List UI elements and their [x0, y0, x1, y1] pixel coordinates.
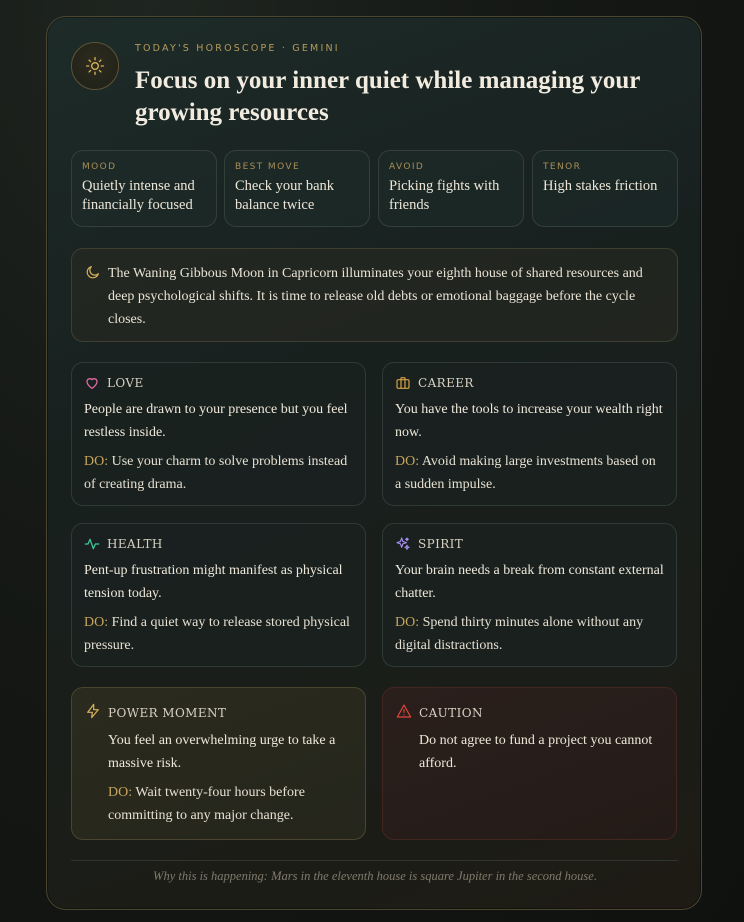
do-line	[84, 450, 353, 496]
summary-label: TENOR	[543, 162, 582, 172]
do-text: Find a quiet way to release stored physical pressure.	[84, 615, 350, 653]
do-text: Use your charm to solve problems instead of creating drama.	[84, 454, 348, 492]
topic-name: SPIRIT	[418, 537, 464, 551]
summary-best-move	[224, 150, 370, 227]
do-line	[395, 450, 664, 496]
do-label: DO:	[84, 454, 109, 469]
summary-tenor	[532, 150, 678, 227]
topic-name: CAREER	[418, 376, 474, 390]
pulse-icon	[84, 536, 100, 552]
topic-text: You have the tools to increase your wealth right now.	[395, 402, 663, 440]
summary-label: BEST MOVE	[235, 162, 301, 172]
bolt-icon	[85, 703, 101, 719]
topic-health	[71, 523, 366, 667]
moon-text: The Waning Gibbous Moon in Capricorn illuminates your eighth house of shared resources and deep psychological shifts. It is time to release old debts or emotional baggage before the cycle closes.	[108, 266, 643, 327]
moon-icon	[85, 264, 101, 280]
summary-value: Check your bank balance twice	[235, 178, 335, 213]
do-label: DO:	[395, 454, 420, 469]
moon-insight	[71, 248, 678, 342]
warning-icon	[396, 703, 412, 719]
do-label: DO:	[84, 615, 109, 630]
do-label: DO:	[395, 615, 420, 630]
summary-mood	[71, 150, 217, 227]
topic-text: Your brain needs a break from constant external chatter.	[395, 563, 664, 601]
power-moment-box	[71, 687, 366, 840]
do-text: Spend thirty minutes alone without any digital distractions.	[395, 615, 644, 653]
heart-icon	[84, 375, 100, 391]
power-text: You feel an overwhelming urge to take a massive risk.	[108, 733, 336, 771]
footer-note: Why this is happening: Mars in the eleventh house is square Jupiter in the second house.	[153, 869, 597, 883]
footer-divider	[71, 860, 678, 861]
summary-avoid	[378, 150, 524, 227]
do-text: Wait twenty-four hours before committing to any major change.	[108, 785, 305, 823]
summary-value: Quietly intense and financially focused	[82, 178, 195, 213]
topic-career	[382, 362, 677, 506]
power-title: POWER MOMENT	[108, 706, 227, 720]
topic-text: People are drawn to your presence but you feel restless inside.	[84, 402, 348, 440]
topic-name: HEALTH	[107, 537, 163, 551]
summary-label: AVOID	[389, 162, 425, 172]
topic-spirit	[382, 523, 677, 667]
summary-label: MOOD	[82, 162, 117, 172]
caution-text: Do not agree to fund a project you cannot afford.	[419, 733, 653, 771]
summary-value: High stakes friction	[543, 178, 658, 194]
do-line	[395, 611, 664, 657]
horoscope-kicker: TODAY'S HOROSCOPE · GEMINI	[135, 43, 340, 54]
sun-badge	[71, 42, 119, 90]
topic-name: LOVE	[107, 376, 144, 390]
topic-text: Pent-up frustration might manifest as physical tension today.	[84, 563, 343, 601]
summary-value: Picking fights with friends	[389, 178, 500, 213]
do-line	[108, 781, 351, 827]
page-title: Focus on your inner quiet while managing your growing resources	[135, 67, 640, 126]
sparkles-icon	[395, 536, 411, 552]
caution-title: CAUTION	[419, 706, 483, 720]
do-label: DO:	[108, 785, 133, 800]
summary-row	[71, 150, 678, 227]
topic-love	[71, 362, 366, 506]
caution-box	[382, 687, 677, 840]
horoscope-card	[46, 16, 702, 910]
sun-icon	[85, 56, 105, 76]
briefcase-icon	[395, 375, 411, 391]
do-text: Avoid making large investments based on a sudden impulse.	[395, 454, 656, 492]
do-line	[84, 611, 353, 657]
